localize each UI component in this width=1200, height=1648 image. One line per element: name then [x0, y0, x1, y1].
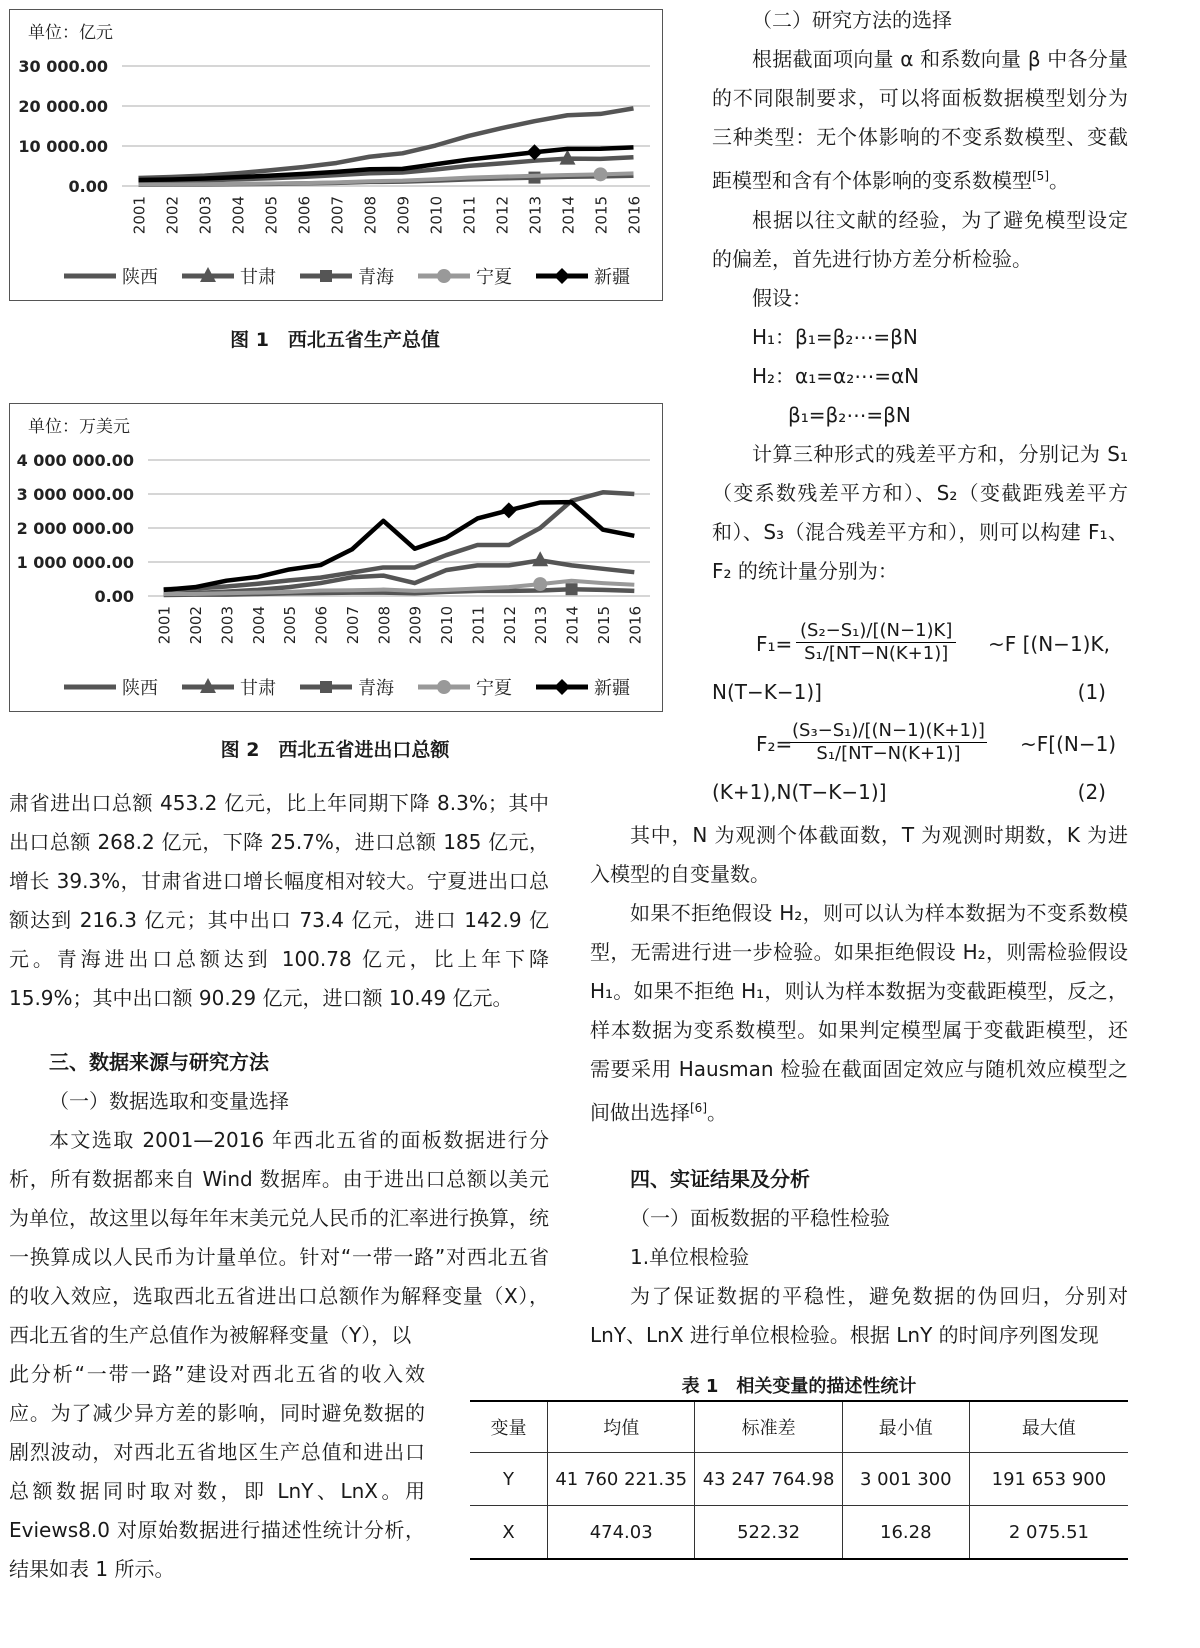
unit-label: 单位：万美元: [28, 417, 130, 437]
x-tick-label: 2002: [163, 196, 182, 235]
left-column: [9, 784, 549, 1018]
section-heading: 三、数据来源与研究方法: [49, 1050, 269, 1074]
eq-denominator: S₁/[NT−N(K+1)]: [816, 743, 961, 764]
x-tick-label: 2005: [262, 196, 281, 235]
series-marker-新疆: [501, 502, 517, 518]
x-tick-label: 2003: [196, 196, 215, 235]
table-1-title: 表 1 相关变量的描述性统计: [681, 1376, 917, 1397]
table-cell: 3 001 300: [842, 1453, 969, 1506]
x-tick-label: 2010: [438, 606, 457, 645]
series-line-新疆: [164, 502, 635, 590]
figure-2-chart: [9, 403, 663, 712]
paragraph: 根据以往文献的经验，为了避免模型设定的偏差，首先进行协方差分析检验。: [712, 207, 1128, 271]
table-cell: 191 653 900: [969, 1453, 1128, 1506]
hypothesis-h2: H₂：α₁=α₂⋯=αN: [752, 363, 920, 388]
legend-marker: [437, 680, 451, 694]
x-tick-label: 2004: [249, 606, 268, 645]
equation-1: [756, 620, 1128, 666]
x-tick-label: 2002: [187, 606, 206, 645]
eq-number: (1): [1077, 680, 1106, 704]
x-tick-label: 2012: [500, 606, 519, 645]
table-cell: X: [470, 1506, 548, 1560]
equation-2-cont: [712, 780, 1128, 804]
table-header-cell: 最大值: [969, 1401, 1128, 1453]
eq-numerator: (S₂−S₁)/[(N−1)K]: [796, 620, 956, 643]
paragraph: 其中，N 为观测个体截面数，T 为观测时期数，K 为进入模型的自变量数。: [590, 823, 1128, 886]
table-cell: 43 247 764.98: [695, 1453, 842, 1506]
legend-label: 新疆: [594, 267, 630, 288]
left-column-bottom: [9, 1355, 425, 1589]
y-tick-label: 10 000.00: [18, 137, 108, 156]
punct: 。: [1049, 168, 1069, 193]
series-marker-宁夏: [594, 167, 608, 181]
eq-lhs: F₁=: [756, 632, 793, 656]
punct: 。: [707, 1100, 727, 1125]
x-tick-label: 2001: [130, 196, 149, 235]
x-tick-label: 2001: [155, 606, 174, 645]
y-tick-label: 0.00: [68, 177, 108, 196]
legend-label: 青海: [358, 267, 394, 288]
section-heading: 四、实证结果及分析: [630, 1167, 810, 1191]
citation[interactable]: [6]: [690, 1101, 707, 1115]
x-tick-label: 2007: [328, 196, 347, 235]
assumption-label: 假设：: [752, 285, 812, 310]
series-marker-宁夏: [533, 577, 547, 591]
table-cell: 474.03: [548, 1506, 695, 1560]
legend-marker: [554, 679, 570, 695]
eq-number: (2): [1077, 780, 1106, 804]
legend-label: 新疆: [594, 678, 630, 699]
figure-1-svg: [10, 10, 662, 300]
y-tick-label: 0.00: [94, 587, 134, 606]
table-header-cell: 变量: [470, 1401, 548, 1453]
x-tick-label: 2014: [563, 606, 582, 645]
paragraph: 计算三种形式的残差平方和，分别记为 S₁（变系数残差平方和）、S₂（变截距残差平方和）、S₃（混合残差平方和），则可以构建 F₁、F₂ 的统计量分别为：: [712, 441, 1128, 583]
legend-marker: [437, 269, 451, 283]
y-tick-label: 3 000 000.00: [16, 485, 134, 504]
subsection-heading: （二）研究方法的选择: [752, 8, 952, 32]
right-column-mid: [590, 816, 1128, 1133]
legend-label: 青海: [358, 678, 394, 699]
section-4: [590, 1160, 1128, 1355]
series-marker-青海: [566, 583, 578, 595]
subsection-heading: （一）面板数据的平稳性检验: [630, 1206, 890, 1230]
paragraph-text: 如果不拒绝假设 H₂，则可以认为样本数据为不变系数模型，无需进行进一步检验。如果拒绝假设 H₂，则需检验假设 H₁。如果不拒绝 H₁，则认为样本数据为变截距模型，反之，样本数据为变系数模型。如果判定模型属于变截距模型，还需要采用 Hausman 检验在截面固定效应与随机效应模型之间做出选择: [590, 901, 1128, 1125]
x-tick-label: 2014: [559, 196, 578, 235]
eq-denominator: S₁/[NT−N(K+1)]: [804, 643, 949, 664]
section-3: [9, 1043, 549, 1355]
y-tick-label: 2 000 000.00: [16, 519, 134, 538]
paragraph: 肃省进出口总额 453.2 亿元，比上年同期下降 8.3%；其中出口总额 268.2 亿元，下降 25.7%，进口总额 185 亿元，增长 39.3%，甘肃省进口增长幅度相对较大。宁夏进出口总额达到 216.3 亿元；其中出口 73.4 亿元，进口 142.9 亿元。青海进出口总额达到 100.78 亿元，比上年下降 15.9%；其中出口额 90.29 亿元，进口额 10.49 亿元。: [9, 791, 549, 1010]
legend-label: 宁夏: [476, 267, 512, 288]
table-1: [470, 1400, 1128, 1560]
hypothesis-h2-cont: β₁=β₂⋯=βN: [788, 402, 911, 427]
table-cell: 16.28: [842, 1506, 969, 1560]
table-cell: Y: [470, 1453, 548, 1506]
figure-2-caption: 图 2 西北五省进出口总额: [220, 739, 450, 761]
eq-lhs: F₂=: [756, 732, 793, 756]
x-tick-label: 2013: [526, 196, 545, 235]
x-tick-label: 2006: [312, 606, 331, 645]
figure-2-svg: [10, 404, 662, 711]
equation-2: [756, 720, 1128, 766]
legend-marker: [320, 270, 332, 282]
eq-cont: (K+1),N(T−K−1)]: [712, 780, 887, 804]
legend-label: 甘肃: [240, 267, 276, 288]
eq-cont: N(T−K−1)]: [712, 680, 822, 704]
equation-1-cont: [712, 680, 1128, 704]
y-tick-label: 20 000.00: [18, 97, 108, 116]
x-tick-label: 2003: [218, 606, 237, 645]
legend-label: 宁夏: [476, 678, 512, 699]
x-tick-label: 2016: [626, 606, 645, 645]
legend-marker: [320, 681, 332, 693]
legend-label: 陕西: [122, 678, 158, 699]
eq-numerator: (S₃−S₁)/[(N−1)(K+1)]: [792, 720, 985, 741]
paragraph: [590, 894, 1128, 1133]
paragraph: 此分析“一带一路”建设对西北五省的收入效应。为了减少异方差的影响，同时避免数据的剧烈波动，对西北五省地区生产总值和进出口总额数据同时取对数，即 LnY、LnX。用 Eviews8.0 对原始数据进行描述性统计分析，结果如表 1 所示。: [9, 1362, 425, 1581]
eq-fraction: [796, 620, 956, 665]
x-tick-label: 2004: [229, 196, 248, 235]
legend-label: 甘肃: [240, 678, 276, 699]
subsubsection-heading: 1.单位根检验: [630, 1245, 750, 1269]
x-tick-label: 2008: [375, 606, 394, 645]
citation[interactable]: [5]: [1032, 169, 1049, 183]
table-header-cell: 均值: [548, 1401, 695, 1453]
series-line-陕西: [164, 492, 635, 589]
x-tick-label: 2007: [343, 606, 362, 645]
table-cell: 2 075.51: [969, 1506, 1128, 1560]
x-tick-label: 2010: [427, 196, 446, 235]
paragraph: 本文选取 2001—2016 年西北五省的面板数据进行分析，所有数据都来自 Wind 数据库。由于进出口总额以美元为单位，故这里以每年年末美元兑人民币的汇率进行换算，统一换算成以人民币为计量单位。针对“一带一路”对西北五省的收入效应，选取西北五省进出口总额作为解释变量（X），西北五省的生产总值作为被解释变量（Y），以: [9, 1128, 549, 1347]
paragraph-text: 根据截面项向量 α 和系数向量 β 中各分量的不同限制要求，可以将面板数据模型划分为三种类型：无个体影响的不变系数模型、变截距模型和含有个体影响的变系数模型: [712, 47, 1128, 193]
x-tick-label: 2013: [532, 606, 551, 645]
right-column-top: [712, 1, 1128, 591]
series-marker-甘肃: [532, 551, 548, 566]
x-tick-label: 2011: [469, 606, 488, 645]
unit-label: 单位：亿元: [28, 23, 113, 43]
x-tick-label: 2009: [406, 606, 425, 645]
y-tick-label: 1 000 000.00: [16, 553, 134, 572]
table-cell: 522.32: [695, 1506, 842, 1560]
subsection-heading: （一）数据选取和变量选择: [49, 1089, 289, 1113]
table-header-row: [470, 1401, 1128, 1453]
table-header-cell: 标准差: [695, 1401, 842, 1453]
x-tick-label: 2015: [592, 196, 611, 235]
paragraph: [712, 40, 1128, 201]
eq-rhs: ~F [(N−1)K,: [988, 632, 1110, 656]
figure-1-chart: [9, 9, 663, 301]
y-tick-label: 4 000 000.00: [16, 451, 134, 470]
table-row: [470, 1506, 1128, 1560]
legend-marker: [554, 268, 570, 284]
x-tick-label: 2011: [460, 196, 479, 235]
table-row: [470, 1453, 1128, 1506]
x-tick-label: 2016: [625, 196, 644, 235]
y-tick-label: 30 000.00: [18, 57, 108, 76]
x-tick-label: 2005: [281, 606, 300, 645]
x-tick-label: 2009: [394, 196, 413, 235]
eq-rhs: ~F[(N−1): [1020, 732, 1117, 756]
x-tick-label: 2008: [361, 196, 380, 235]
x-tick-label: 2015: [594, 606, 613, 645]
legend-label: 陕西: [122, 267, 158, 288]
x-tick-label: 2012: [493, 196, 512, 235]
table-cell: 41 760 221.35: [548, 1453, 695, 1506]
hypothesis-h1: H₁：β₁=β₂⋯=βN: [752, 324, 918, 349]
eq-fraction: [790, 720, 987, 765]
figure-1-caption: 图 1 西北五省生产总值: [230, 329, 440, 351]
x-tick-label: 2006: [295, 196, 314, 235]
table-header-cell: 最小值: [842, 1401, 969, 1453]
paragraph: 为了保证数据的平稳性，避免数据的伪回归，分别对 LnY、LnX 进行单位根检验。根据 LnY 的时间序列图发现: [590, 1284, 1128, 1347]
